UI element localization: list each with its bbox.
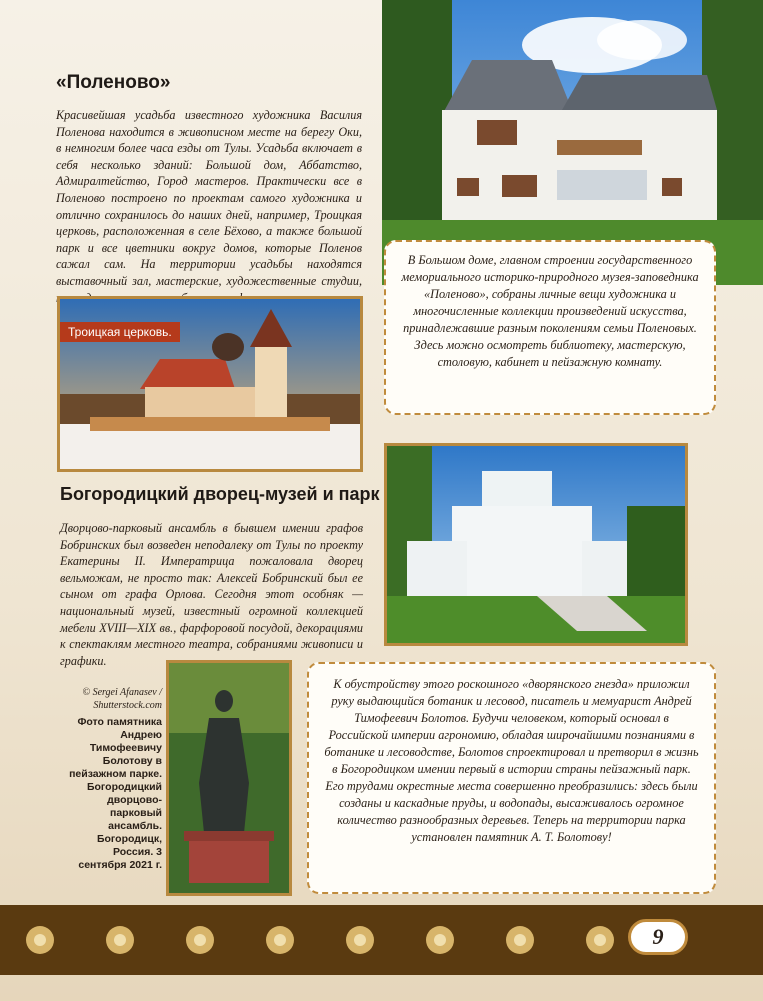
church-caption: Троицкая церковь.	[60, 322, 180, 342]
monument-caption: Фото памятника Андрею Тимофеевичу Болотову в пейзажном парке. Богородицкий дворцово-парковый ансамбль. Богородицк, Россия. 3 сентября 2021 г.	[69, 716, 162, 871]
bogoroditsk-paragraph: Дворцово-парковый ансамбль в бывшем имении графов Бобринских был возведен неподалеку от Тулы по проекту Екатерины II. Императрица пожаловала дворец вельможам, не просто так: Алексей Бобринский был ее сыном от графа Орлова. Сегодня этот особняк — национальный музей, известный огромной коллекцией мебели XVIII—XIX вв., фарфоровой посудой, декорациями к спектаклям местного театра, собраниями живописи и графики.	[60, 521, 363, 668]
monument-photo-frame	[166, 660, 292, 896]
monument-illustration	[169, 663, 289, 893]
bolotov-text: К обустройству этого роскошного «дворянского гнезда» приложил руку выдающийся ботаник и лесовод, писатель и мемуарист Андрей Тимофеевич Болотов. Будучи человеком, который основал в Российской империи агрономию, обладая широчайшими познаниями в ботанике и лесоводстве, Болотов спроектировал и претворил в жизнь в Богородицком имении первый в истории страны пейзажный парк. Его трудами окрестные места совершенно преобразились: здесь были созданы и каскадные пруды, и водопады, высаживалось огромное количество разнообразных деревьев. Теперь на территории парка установлен памятник А. Т. Болотову!	[324, 677, 699, 844]
page-number: 9	[628, 919, 688, 955]
section-title-polenovo: «Поленово»	[56, 72, 171, 93]
house-caption-text: В Большом доме, главном строении государственного мемориального историко-природного музея-заповедника «Поленово», собраны личные вещи художника и многочисленные коллекции произведений искусства, принадлежавшие разным поколениям семьи Поленовых. Здесь можно осмотреть библиотеку, мастерскую, столовую, кабинет и пейзажную комнату.	[401, 253, 699, 369]
palace-illustration	[387, 446, 685, 643]
bolotov-text-box	[307, 662, 716, 894]
polenovo-paragraph: Красивейшая усадьба известного художника Василия Поленова находится в живописном месте на берегу Оки, в немногим более часа езды от Тулы. Усадьба включает в себя несколько зданий: Большой дом, Аббатство, Адмиралтейство, Город мастеров. Практически все в Поленово построено по проектам самого художника и отлично сохранилось до наших дней, например, Троицкая церковь, расположенная в селе Бёхово, а также большой парк и все цветники вокруг домов, которые Поленов сажал сам. На территории усадьбы находятся выставочный зал, мастерские, художественные студии,	[56, 108, 362, 288]
photo-credit: © Sergei Afanasev / Shutterstock.com	[82, 687, 162, 711]
house-caption-box	[384, 240, 716, 415]
section-title-bogoroditsk: Богородицкий дворец-музей и парк	[60, 484, 380, 504]
palace-photo-frame	[384, 443, 688, 646]
